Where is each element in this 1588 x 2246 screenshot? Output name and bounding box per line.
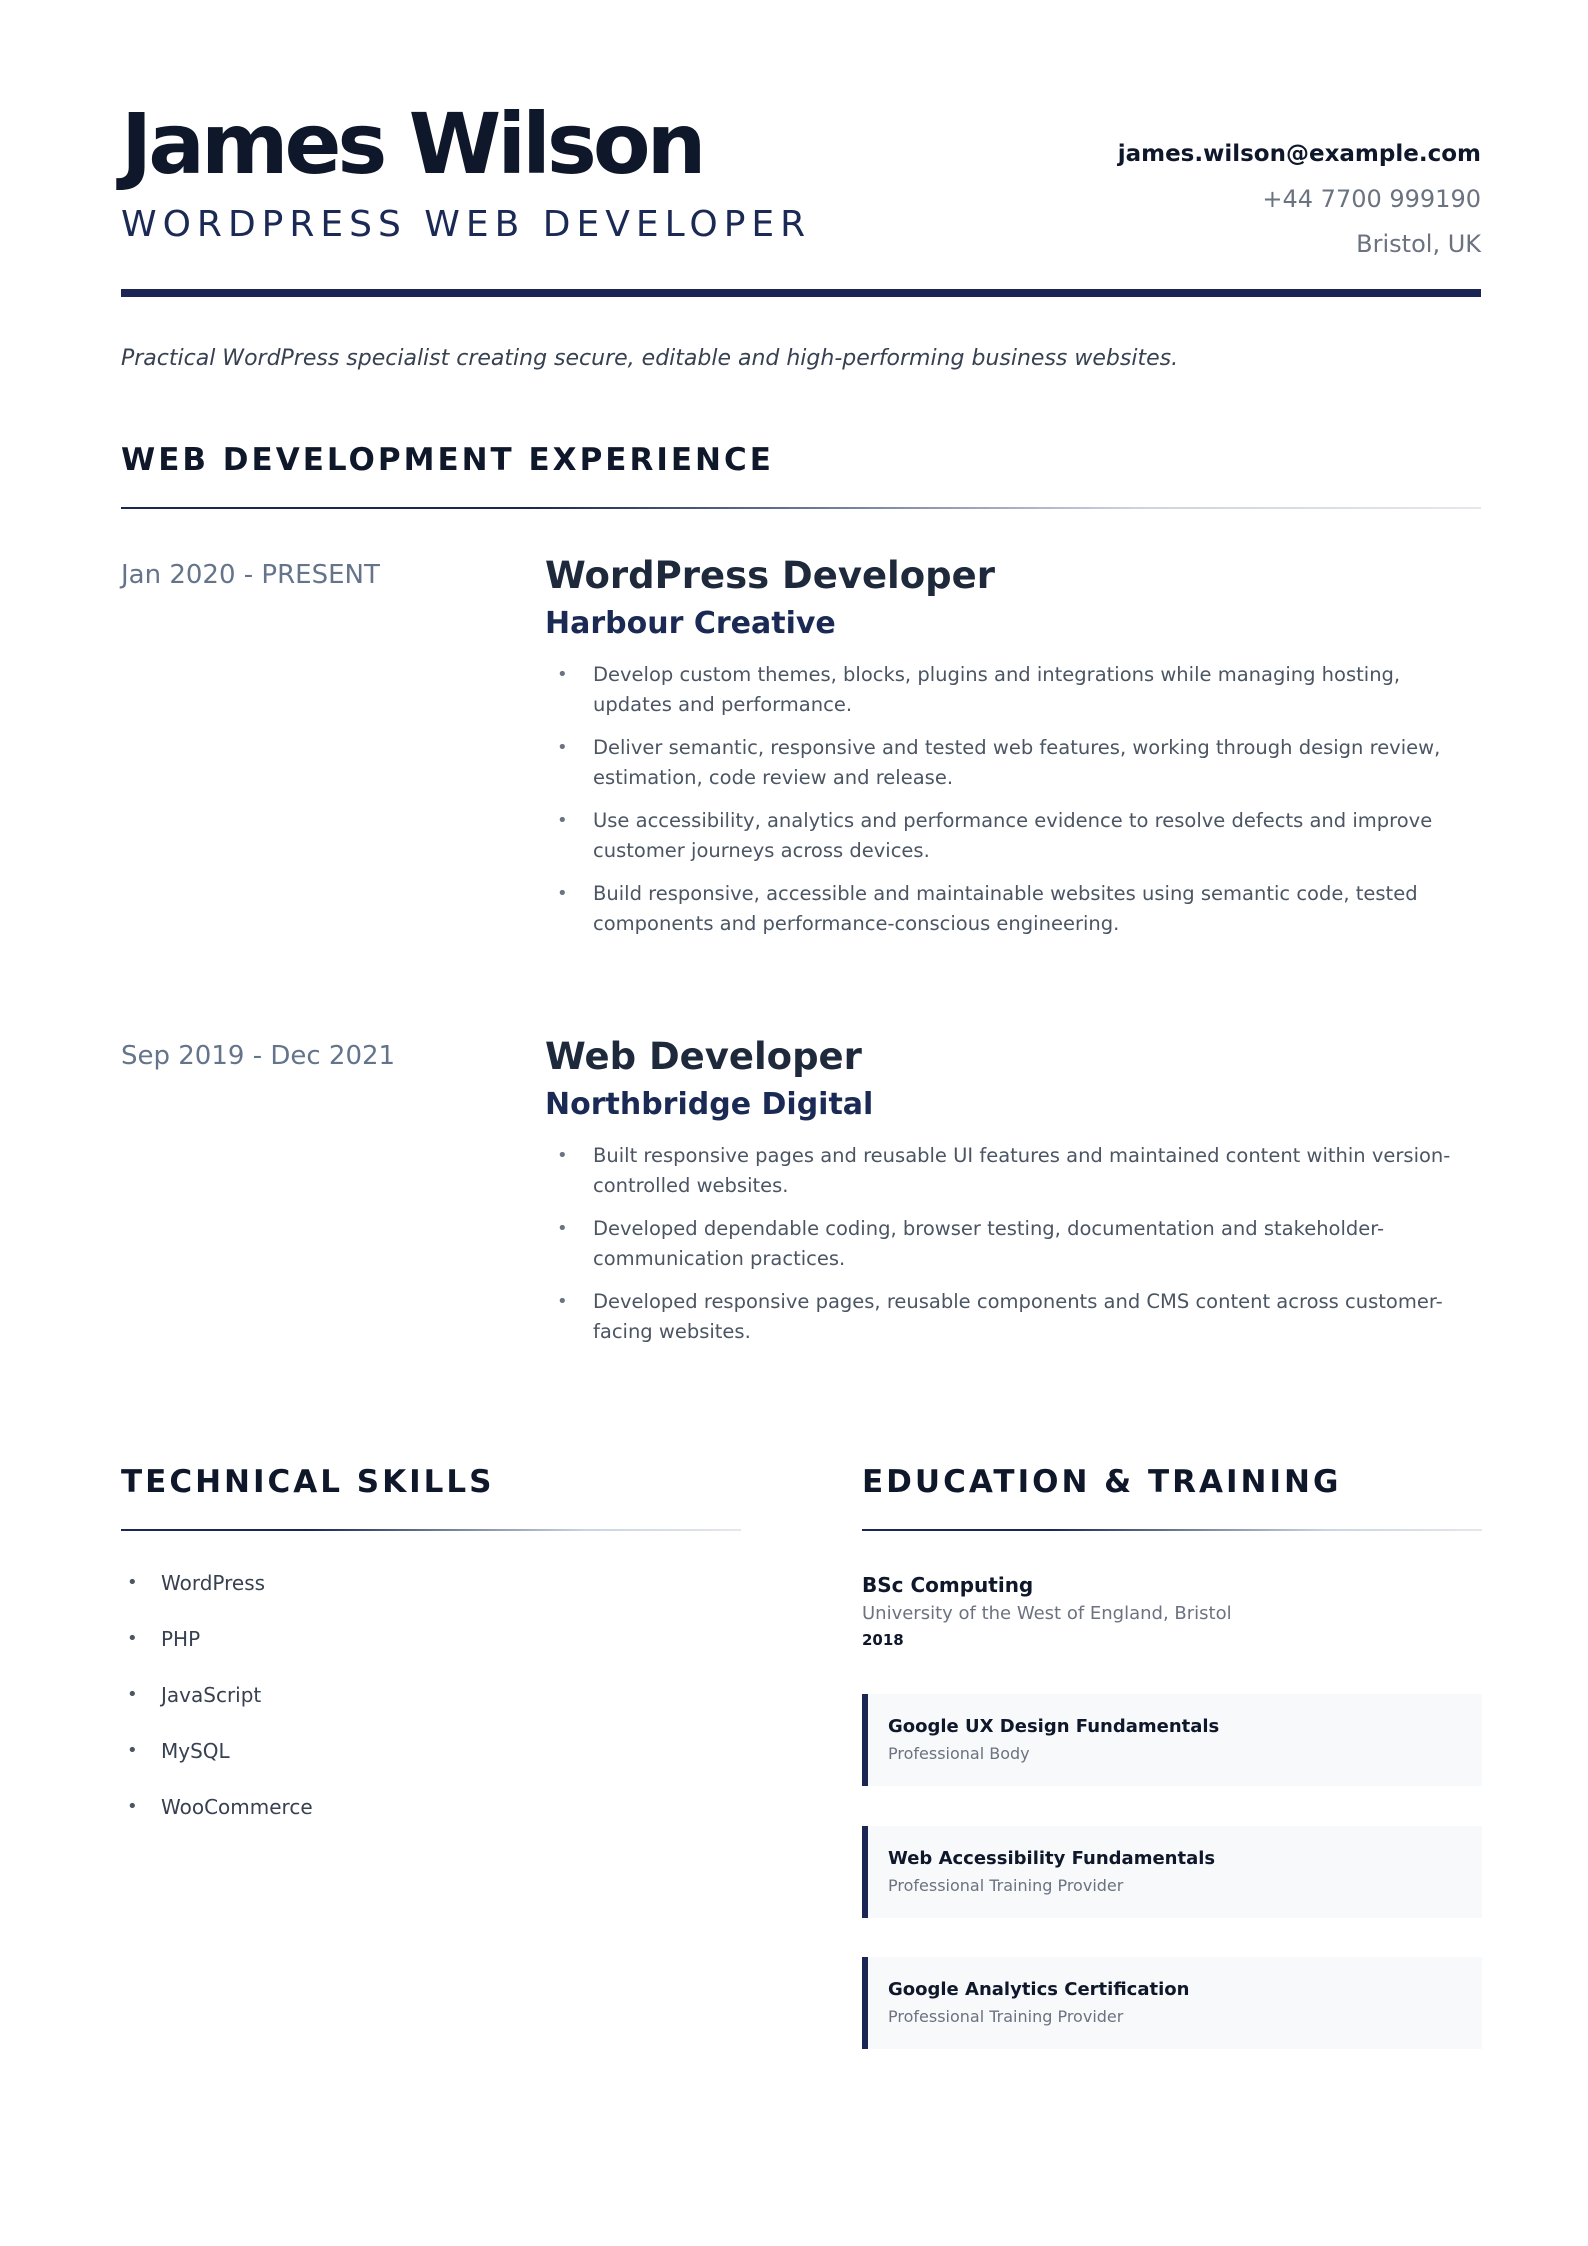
skill-item: • JavaScript xyxy=(121,1680,741,1736)
skill-item: • WordPress xyxy=(121,1568,741,1624)
job-bullet: • Developed dependable coding, browser testing, documentation and stakeholder-communication practices. xyxy=(545,1214,1481,1274)
certification-provider: Professional Training Provider xyxy=(888,1876,1124,1895)
job-bullet: • Built responsive pages and reusable UI features and maintained content within version-controlled websites. xyxy=(545,1141,1481,1201)
certification-card xyxy=(862,1957,1482,2049)
experience-heading: WEB DEVELOPMENT EXPERIENCE xyxy=(121,442,774,478)
skill-item: • WooCommerce xyxy=(121,1792,741,1848)
job-company: Harbour Creative xyxy=(545,606,836,641)
contact-phone[interactable]: +44 7700 999190 xyxy=(1262,185,1481,213)
certification-card xyxy=(862,1694,1482,1786)
job-role-title: WordPress Developer xyxy=(545,554,995,597)
job-bullet: • Deliver semantic, responsive and tested web features, working through design review, estimation, code review and release. xyxy=(545,733,1481,793)
header-divider xyxy=(121,289,1481,297)
certification-name: Google UX Design Fundamentals xyxy=(888,1716,1220,1737)
skill-item: • MySQL xyxy=(121,1736,741,1792)
job-bullet: • Build responsive, accessible and maintainable websites using semantic code, tested components and performance-conscious engineering. xyxy=(545,879,1481,939)
experience-divider xyxy=(121,507,1481,509)
education-divider xyxy=(862,1529,1482,1531)
job-dates: Sep 2019 - Dec 2021 xyxy=(121,1041,396,1071)
skill-item: • PHP xyxy=(121,1624,741,1680)
job-company: Northbridge Digital xyxy=(545,1087,874,1122)
job-role-title: Web Developer xyxy=(545,1035,862,1078)
education-degree: BSc Computing xyxy=(862,1573,1034,1597)
job-bullet: • Developed responsive pages, reusable components and CMS content across customer-facing websites. xyxy=(545,1287,1481,1347)
certification-provider: Professional Body xyxy=(888,1744,1030,1763)
job-bullet-list xyxy=(545,660,1481,952)
skills-divider xyxy=(121,1529,741,1531)
certification-name: Web Accessibility Fundamentals xyxy=(888,1848,1216,1869)
certification-provider: Professional Training Provider xyxy=(888,2007,1124,2026)
education-entry xyxy=(862,1570,1482,1652)
contact-block xyxy=(1118,132,1481,267)
contact-location: Bristol, UK xyxy=(1356,230,1481,258)
job-bullet: • Use accessibility, analytics and performance evidence to resolve defects and improve customer journeys across devices. xyxy=(545,806,1481,866)
job-bullet-list xyxy=(545,1141,1481,1360)
education-year: 2018 xyxy=(862,1631,904,1649)
candidate-name: James Wilson xyxy=(121,95,703,193)
education-heading: EDUCATION & TRAINING xyxy=(862,1464,1342,1500)
job-dates: Jan 2020 - PRESENT xyxy=(121,560,380,590)
job-bullet: • Develop custom themes, blocks, plugins and integrations while managing hosting, updates and performance. xyxy=(545,660,1481,720)
resume-header xyxy=(121,96,1481,296)
certification-name: Google Analytics Certification xyxy=(888,1979,1190,2000)
education-institution: University of the West of England, Bristol xyxy=(862,1603,1232,1624)
contact-email[interactable]: james.wilson@example.com xyxy=(1117,141,1481,167)
certification-card xyxy=(862,1826,1482,1918)
job-title: WORDPRESS WEB DEVELOPER xyxy=(121,204,812,245)
skills-list xyxy=(121,1568,741,1848)
profile-summary: Practical WordPress specialist creating secure, editable and high-performing business websites. xyxy=(121,346,1179,371)
skills-heading: TECHNICAL SKILLS xyxy=(121,1464,495,1500)
